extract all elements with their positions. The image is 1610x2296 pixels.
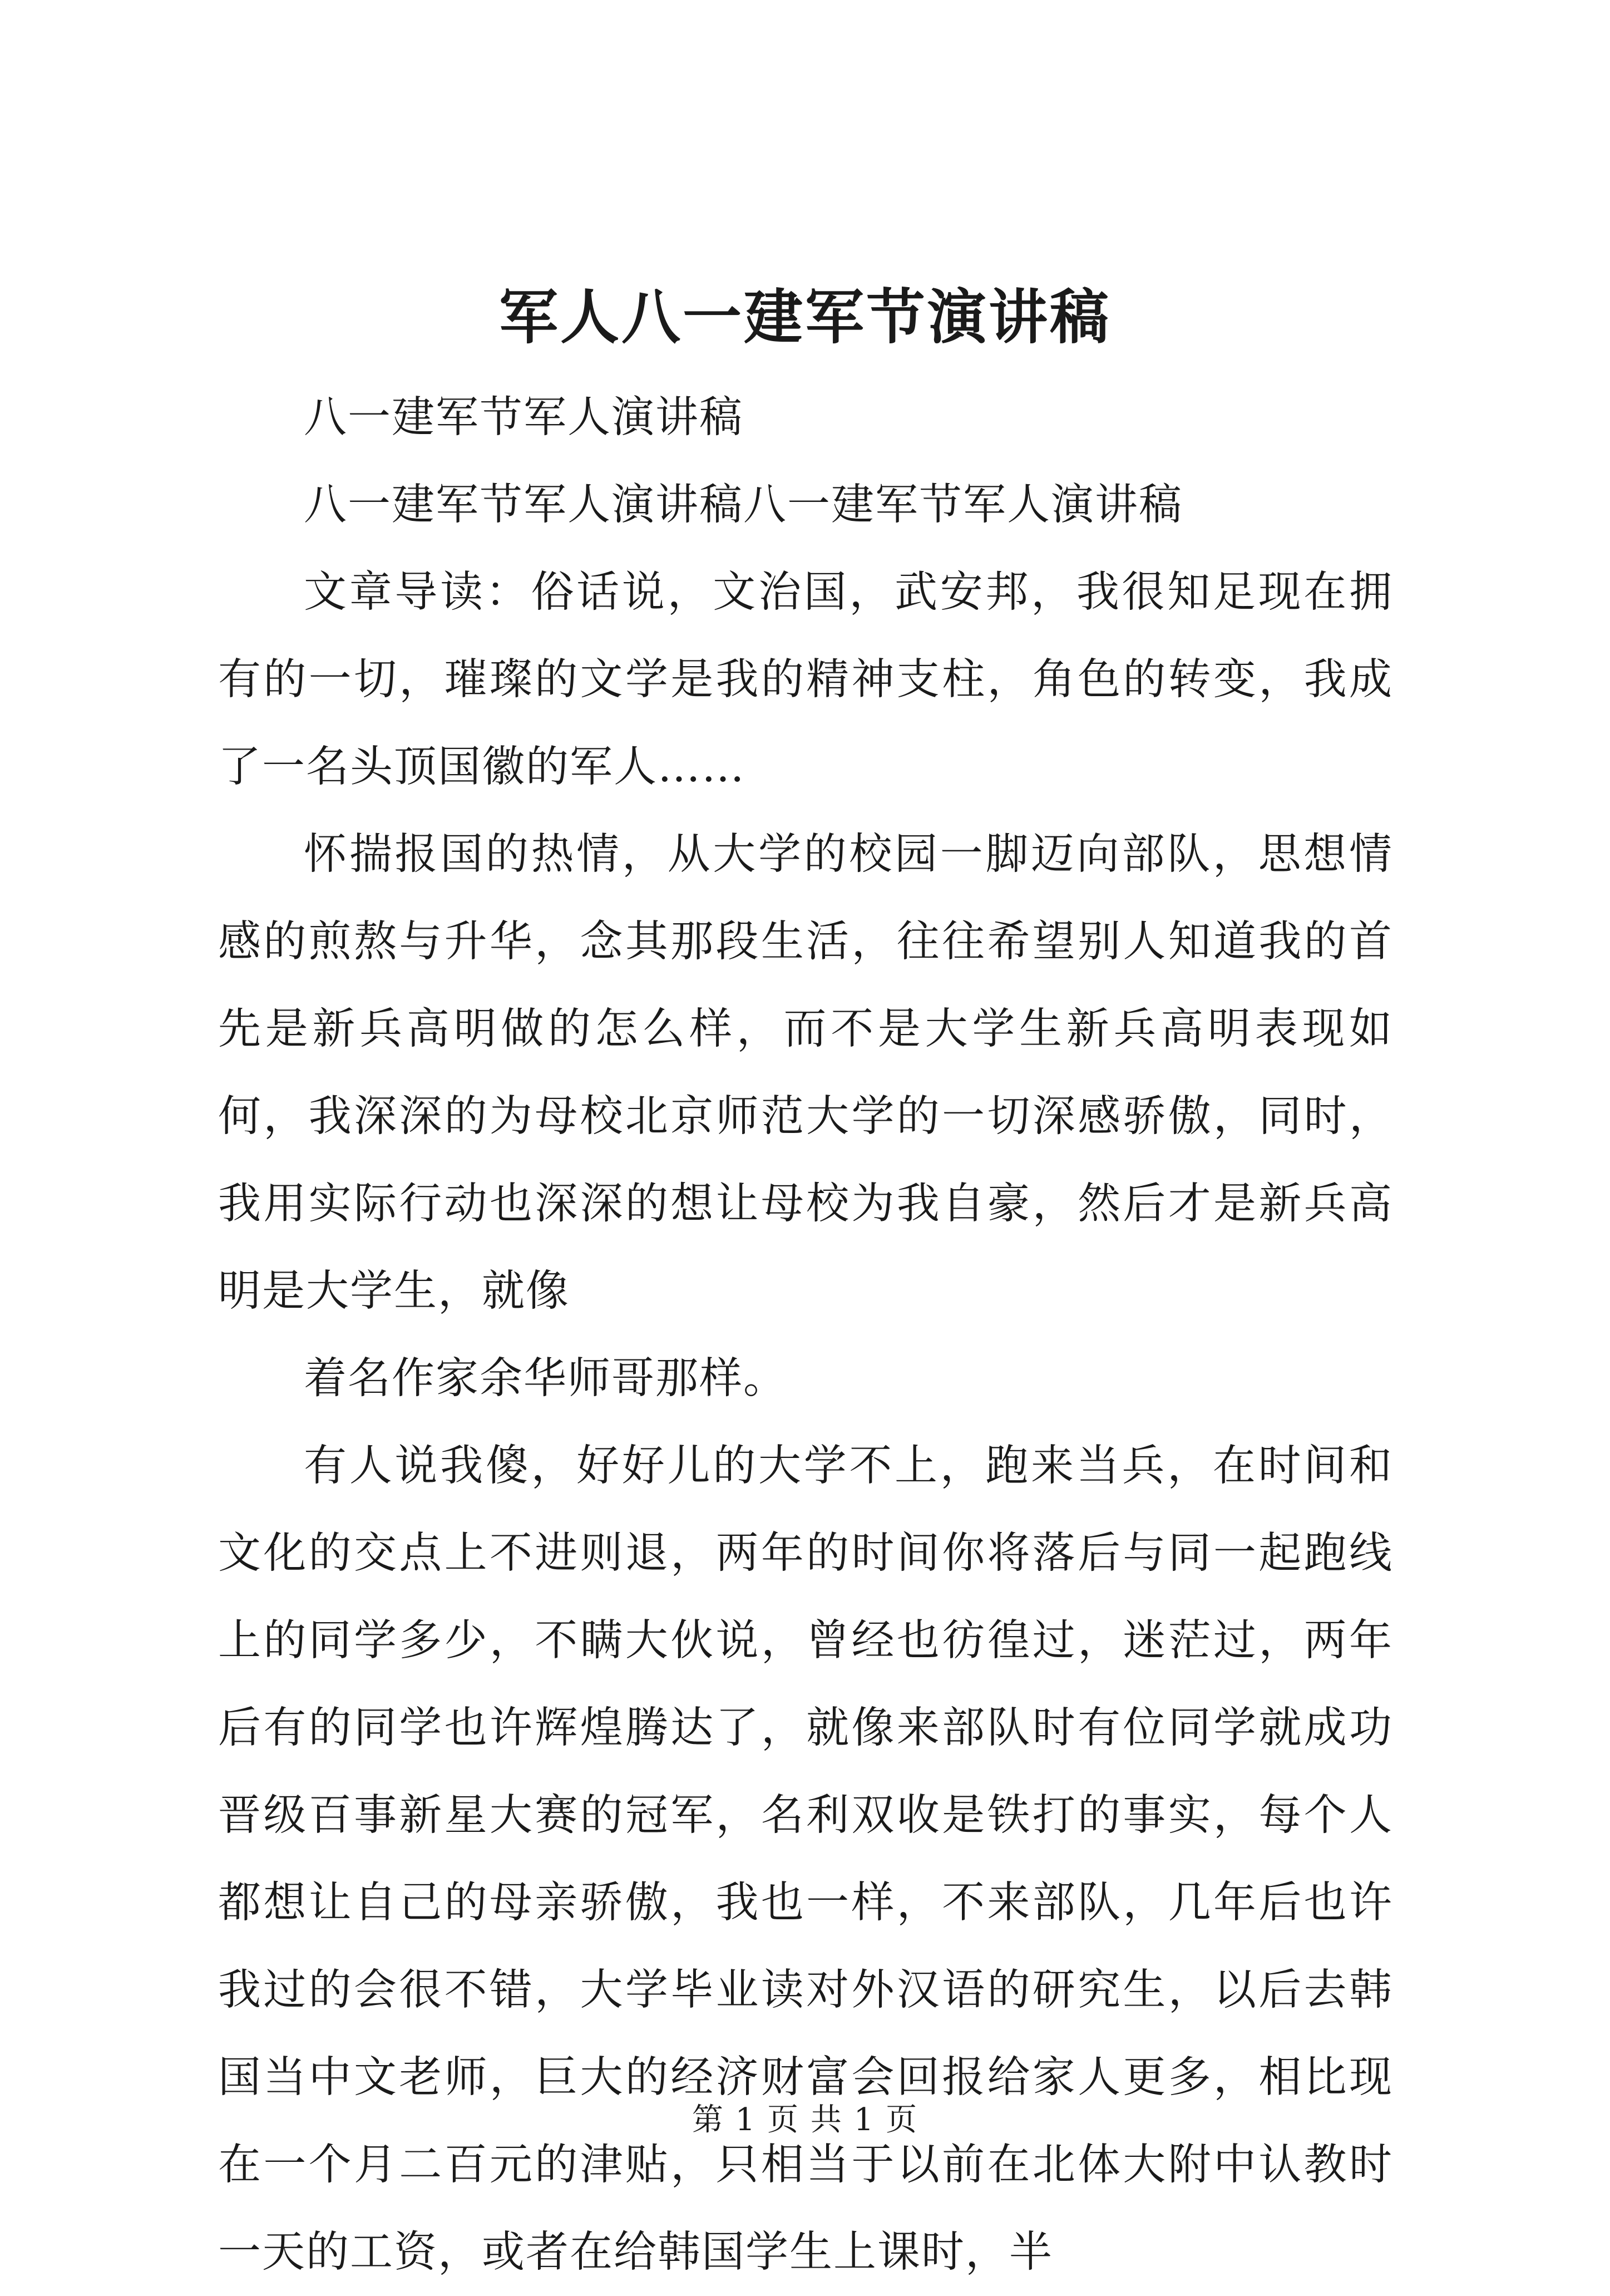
paragraph: 有人说我傻，好好儿的大学不上，跑来当兵，在时间和文化的交点上不进则退，两年的时间你将落后与同一起跑线上的同学多少，不瞒大伙说，曾经也彷徨过，迷茫过，两年后有的同学也许辉煌腾达了，就像来部队时有位同学就成功晋级百事新星大赛的冠军，名利双收是铁打的事实，每个人都想让自己的母亲骄傲，我也一样，不来部队，几年后也许我过的会很不错，大学毕业读对外汉语的研究生，以后去韩国当中文老师，巨大的经济财富会回报给家人更多，相比现在一个月二百元的津贴，只相当于以前在北体大附中认教时一天的工资，或者在给韩国学生上课时，半 <box>218 1441 1393 2277</box>
document-body <box>218 374 1393 2296</box>
paragraph: 着名作家余华师哥那样。 <box>304 1354 787 1403</box>
page-footer: 第 1 页 共 1 页 <box>692 2102 918 2138</box>
paragraph: 怀揣报国的热情，从大学的校园一脚迈向部队，思想情感的煎熬与升华，念其那段生活，往往希望别人知道我的首先是新兵高明做的怎么样，而不是大学生新兵高明表现如何，我深深的为母校北京师范大学的一切深感骄傲，同时，我用实际行动也深深的想让母校为我自豪，然后才是新兵高明是大学生，就像 <box>218 830 1393 1316</box>
paragraph: 八一建军节军人演讲稿八一建军节军人演讲稿 <box>304 480 1183 530</box>
document-title: 军人八一建军节演讲稿 <box>499 282 1111 352</box>
paragraph: 八一建军节军人演讲稿 <box>304 393 743 442</box>
paragraph: 文章导读：俗话说，文治国，武安邦，我很知足现在拥有的一切，璀璨的文学是我的精神支柱，角色的转变，我成了一名头顶国徽的军人…… <box>218 568 1393 792</box>
